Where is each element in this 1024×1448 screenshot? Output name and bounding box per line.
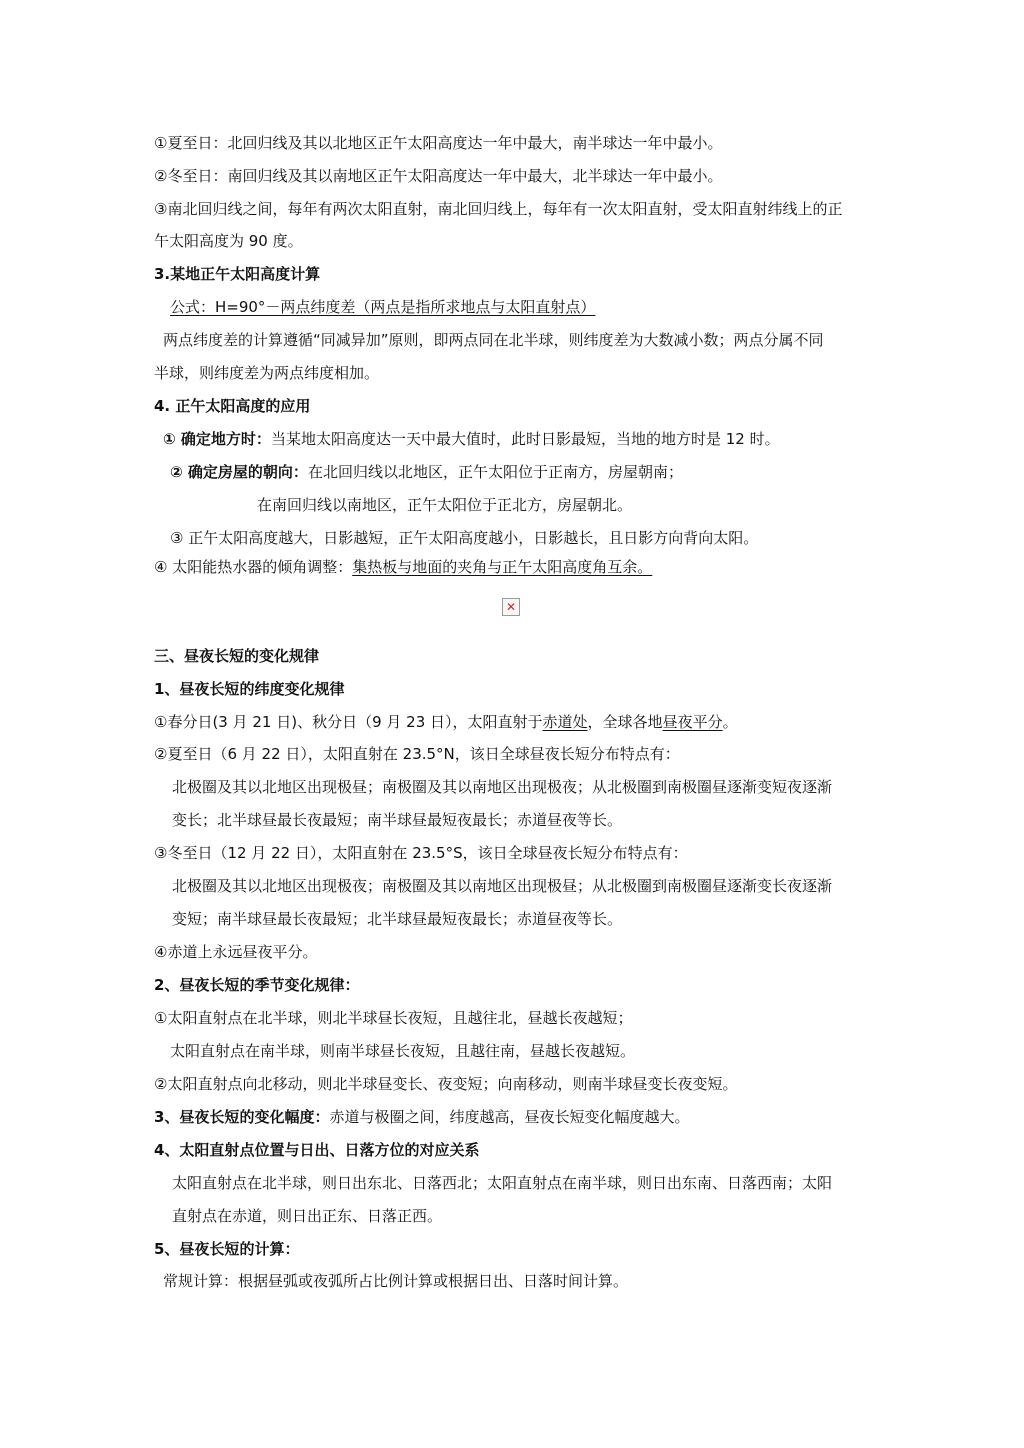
equator-underlined: 赤道处 <box>542 713 588 731</box>
latitude-diff-paragraph: 两点纬度差的计算遵循“同减异加”原则，即两点同在北半球，则纬度差为大数减小数；两点分属不同 <box>163 331 824 349</box>
s4-line-2: 直射点在赤道，则日出正东、日落正西。 <box>172 1207 443 1225</box>
s3-line <box>154 1107 689 1127</box>
s2-line-3: ②太阳直射点向北移动，则北半球昼变长、夜变短；向南移动，则南半球昼变长夜变短。 <box>154 1075 738 1093</box>
s5-heading: 5、昼夜长短的计算： <box>154 1240 300 1258</box>
equinox-text-b: ，全球各地 <box>587 713 663 731</box>
s1-equator-line: ④赤道上永远昼夜平分。 <box>154 943 318 961</box>
s5-line-1: 常规计算：根据昼弧或夜弧所占比例计算或根据日出、日落时间计算。 <box>163 1272 629 1290</box>
winter-solstice-line: ②冬至日：南回归线及其以南地区正午太阳高度达一年中最大，北半球达一年中最小。 <box>154 167 723 185</box>
apply-item-4-label: ④ 太阳能热水器的倾角调整： <box>154 558 353 576</box>
apply-item-4 <box>154 557 652 577</box>
s2-heading: 2、昼夜长短的季节变化规律： <box>154 976 360 994</box>
s1-summer-line: ②夏至日（6 月 22 日），太阳直射在 23.5°N，该日全球昼夜长短分布特点有： <box>154 745 680 763</box>
equinox-text-c: 。 <box>722 713 738 731</box>
tropics-line-cont: 午太阳高度为 90 度。 <box>154 232 303 250</box>
broken-image-glyph: ✕ <box>505 600 517 614</box>
latitude-diff-paragraph-cont: 半球，则纬度差为两点纬度相加。 <box>154 364 380 382</box>
s1-heading: 1、昼夜长短的纬度变化规律 <box>154 680 345 698</box>
s1-summer-detail: 北极圈及其以北地区出现极昼；南极圈及其以南地区出现极夜；从北极圈到南极圈昼逐渐变短夜逐渐 <box>172 778 833 796</box>
apply-item-4-text: 集热板与地面的夹角与正午太阳高度角互余。 <box>352 558 653 576</box>
calc-heading: 3.某地正午太阳高度计算 <box>154 265 321 283</box>
s1-winter-detail: 北极圈及其以北地区出现极夜；南极圈及其以南地区出现极昼；从北极圈到南极圈昼逐渐变长夜逐渐 <box>172 877 833 895</box>
apply-item-1-text: 当某地太阳高度达一天中最大值时，此时日影最短，当地的地方时是 12 时。 <box>270 430 780 448</box>
equinox-line <box>154 712 738 732</box>
broken-image-icon <box>502 598 520 616</box>
apply-item-2-label: ② 确定房屋的朝向： <box>170 463 308 481</box>
equinox-text-a: ①春分日(3 月 21 日)、秋分日（9 月 23 日），太阳直射于 <box>154 713 543 731</box>
tropics-line: ③南北回归线之间，每年有两次太阳直射，南北回归线上，每年有一次太阳直射，受太阳直射纬线上的正 <box>154 200 843 218</box>
apply-item-2 <box>170 462 683 482</box>
s3-text: 赤道与极圈之间，纬度越高，昼夜长短变化幅度越大。 <box>329 1108 690 1126</box>
apply-heading: 4. 正午太阳高度的应用 <box>154 397 311 415</box>
apply-item-1-label: ① 确定地方时： <box>163 430 271 448</box>
apply-item-2-text-2: 在南回归线以南地区，正午太阳位于正北方，房屋朝北。 <box>257 496 633 514</box>
equal-day-night-underlined: 昼夜平分 <box>662 713 723 731</box>
s4-line-1: 太阳直射点在北半球，则日出东北、日落西北；太阳直射点在南半球，则日出东南、日落西南；太阳 <box>172 1174 833 1192</box>
s2-line-2: 太阳直射点在南半球，则南半球昼长夜短，且越往南，昼越长夜越短。 <box>170 1042 636 1060</box>
s4-heading: 4、太阳直射点位置与日出、日落方位的对应关系 <box>154 1141 480 1159</box>
s1-winter-line: ③冬至日（12 月 22 日），太阳直射在 23.5°S，该日全球昼夜长短分布特点有： <box>154 844 688 862</box>
s3-label: 3、昼夜长短的变化幅度： <box>154 1108 330 1126</box>
section3-heading: 三、昼夜长短的变化规律 <box>154 647 320 665</box>
apply-item-2-text: 在北回归线以北地区，正午太阳位于正南方，房屋朝南； <box>307 463 683 481</box>
s2-line-1: ①太阳直射点在北半球，则北半球昼长夜短，且越往北，昼越长夜越短； <box>154 1009 633 1027</box>
apply-item-3: ③ 正午太阳高度越大，日影越短，正午太阳高度越小，日影越长，且日影方向背向太阳。 <box>170 529 759 547</box>
apply-item-1 <box>163 429 780 449</box>
s1-winter-detail-cont: 变短；南半球昼最长夜最短；北半球昼最短夜最长；赤道昼夜等长。 <box>172 910 623 928</box>
formula-line: 公式：H=90°－两点纬度差（两点是指所求地点与太阳直射点） <box>170 298 596 316</box>
summer-solstice-line: ①夏至日：北回归线及其以北地区正午太阳高度达一年中最大，南半球达一年中最小。 <box>154 134 723 152</box>
s1-summer-detail-cont: 变长；北半球昼最长夜最短；南半球昼最短夜最长；赤道昼夜等长。 <box>172 811 623 829</box>
